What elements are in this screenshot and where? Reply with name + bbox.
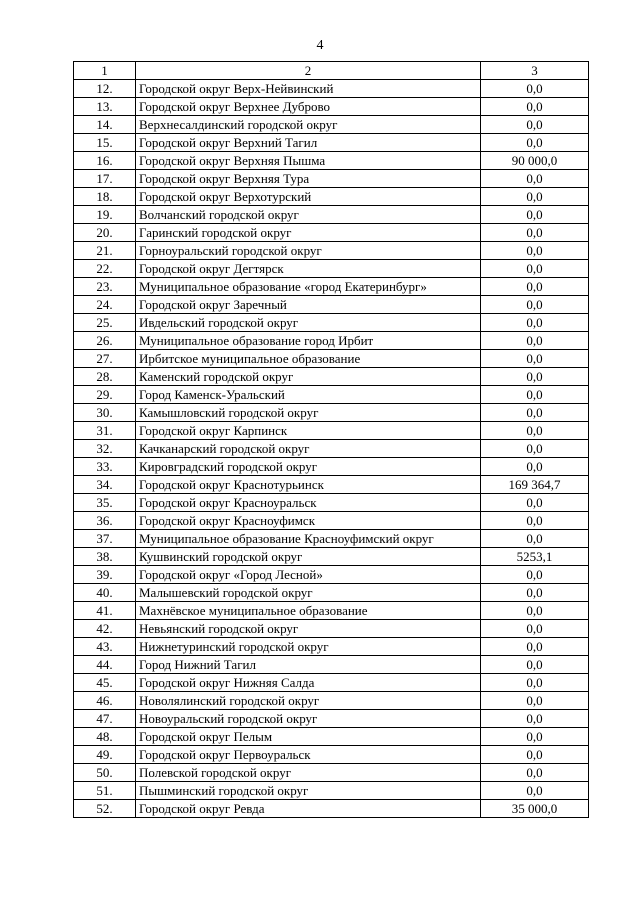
amount-cell: 0,0 bbox=[481, 746, 589, 764]
row-number-cell: 35. bbox=[74, 494, 136, 512]
row-number-cell: 14. bbox=[74, 116, 136, 134]
municipality-name-cell: Городской округ Нижняя Салда bbox=[136, 674, 481, 692]
municipality-name-cell: Полевской городской округ bbox=[136, 764, 481, 782]
table-row bbox=[74, 566, 589, 584]
amount-cell: 0,0 bbox=[481, 620, 589, 638]
amount-cell: 0,0 bbox=[481, 530, 589, 548]
municipality-name-cell: Махнёвское муниципальное образование bbox=[136, 602, 481, 620]
row-number-cell: 16. bbox=[74, 152, 136, 170]
header-cell-number: 1 bbox=[74, 62, 136, 80]
row-number-cell: 13. bbox=[74, 98, 136, 116]
table-row bbox=[74, 242, 589, 260]
table-row bbox=[74, 800, 589, 818]
table-row bbox=[74, 638, 589, 656]
row-number-cell: 25. bbox=[74, 314, 136, 332]
table-row bbox=[74, 458, 589, 476]
amount-cell: 0,0 bbox=[481, 278, 589, 296]
amount-cell: 0,0 bbox=[481, 674, 589, 692]
table-row bbox=[74, 386, 589, 404]
municipality-name-cell: Городской округ Карпинск bbox=[136, 422, 481, 440]
amount-cell: 0,0 bbox=[481, 368, 589, 386]
page-number: 4 bbox=[316, 38, 324, 53]
municipality-name-cell: Ивдельский городской округ bbox=[136, 314, 481, 332]
municipality-name-cell: Нижнетуринский городской округ bbox=[136, 638, 481, 656]
row-number-cell: 41. bbox=[74, 602, 136, 620]
row-number-cell: 20. bbox=[74, 224, 136, 242]
table-row bbox=[74, 332, 589, 350]
table-row bbox=[74, 620, 589, 638]
header-cell-name: 2 bbox=[136, 62, 481, 80]
row-number-cell: 37. bbox=[74, 530, 136, 548]
row-number-cell: 50. bbox=[74, 764, 136, 782]
row-number-cell: 22. bbox=[74, 260, 136, 278]
table-body bbox=[74, 62, 589, 818]
table-header-row bbox=[74, 62, 589, 80]
table-row bbox=[74, 296, 589, 314]
table-row bbox=[74, 710, 589, 728]
municipality-name-cell: Городской округ Первоуральск bbox=[136, 746, 481, 764]
municipality-name-cell: Горноуральский городской округ bbox=[136, 242, 481, 260]
table-row bbox=[74, 188, 589, 206]
municipality-name-cell: Новоуральский городской округ bbox=[136, 710, 481, 728]
table-row bbox=[74, 548, 589, 566]
municipality-name-cell: Ирбитское муниципальное образование bbox=[136, 350, 481, 368]
municipality-name-cell: Город Нижний Тагил bbox=[136, 656, 481, 674]
table-row bbox=[74, 314, 589, 332]
municipality-name-cell: Верхнесалдинский городской округ bbox=[136, 116, 481, 134]
table-row bbox=[74, 98, 589, 116]
municipality-name-cell: Пышминский городской округ bbox=[136, 782, 481, 800]
municipality-name-cell: Муниципальное образование Красноуфимский округ bbox=[136, 530, 481, 548]
amount-cell: 0,0 bbox=[481, 782, 589, 800]
row-number-cell: 32. bbox=[74, 440, 136, 458]
municipality-name-cell: Муниципальное образование «город Екатеринбург» bbox=[136, 278, 481, 296]
municipality-name-cell: Городской округ Красноуральск bbox=[136, 494, 481, 512]
municipality-name-cell: Кировградский городской округ bbox=[136, 458, 481, 476]
row-number-cell: 52. bbox=[74, 800, 136, 818]
municipality-name-cell: Город Каменск-Уральский bbox=[136, 386, 481, 404]
row-number-cell: 51. bbox=[74, 782, 136, 800]
header-cell-value: 3 bbox=[481, 62, 589, 80]
row-number-cell: 36. bbox=[74, 512, 136, 530]
table-row bbox=[74, 746, 589, 764]
amount-cell: 0,0 bbox=[481, 98, 589, 116]
amount-cell: 0,0 bbox=[481, 656, 589, 674]
row-number-cell: 23. bbox=[74, 278, 136, 296]
table-row bbox=[74, 782, 589, 800]
row-number-cell: 46. bbox=[74, 692, 136, 710]
amount-cell: 0,0 bbox=[481, 116, 589, 134]
row-number-cell: 21. bbox=[74, 242, 136, 260]
municipality-name-cell: Городской округ Краснотурьинск bbox=[136, 476, 481, 494]
table-row bbox=[74, 134, 589, 152]
row-number-cell: 28. bbox=[74, 368, 136, 386]
amount-cell: 0,0 bbox=[481, 566, 589, 584]
table-row bbox=[74, 602, 589, 620]
amount-cell: 0,0 bbox=[481, 404, 589, 422]
table-row bbox=[74, 512, 589, 530]
municipality-name-cell: Городской округ Красноуфимск bbox=[136, 512, 481, 530]
row-number-cell: 17. bbox=[74, 170, 136, 188]
row-number-cell: 49. bbox=[74, 746, 136, 764]
row-number-cell: 48. bbox=[74, 728, 136, 746]
row-number-cell: 31. bbox=[74, 422, 136, 440]
municipality-name-cell: Городской округ Верх-Нейвинский bbox=[136, 80, 481, 98]
row-number-cell: 47. bbox=[74, 710, 136, 728]
municipality-name-cell: Городской округ Верхнее Дуброво bbox=[136, 98, 481, 116]
table-row bbox=[74, 584, 589, 602]
table-row bbox=[74, 476, 589, 494]
table-row bbox=[74, 116, 589, 134]
table-row bbox=[74, 80, 589, 98]
municipality-name-cell: Муниципальное образование город Ирбит bbox=[136, 332, 481, 350]
municipality-name-cell: Городской округ Ревда bbox=[136, 800, 481, 818]
amount-cell: 5253,1 bbox=[481, 548, 589, 566]
amount-cell: 0,0 bbox=[481, 710, 589, 728]
row-number-cell: 12. bbox=[74, 80, 136, 98]
row-number-cell: 44. bbox=[74, 656, 136, 674]
amount-cell: 0,0 bbox=[481, 170, 589, 188]
municipality-name-cell: Каменский городской округ bbox=[136, 368, 481, 386]
table-row bbox=[74, 530, 589, 548]
amount-cell: 0,0 bbox=[481, 512, 589, 530]
amount-cell: 0,0 bbox=[481, 458, 589, 476]
row-number-cell: 42. bbox=[74, 620, 136, 638]
row-number-cell: 40. bbox=[74, 584, 136, 602]
allocation-table bbox=[73, 61, 589, 818]
amount-cell: 35 000,0 bbox=[481, 800, 589, 818]
municipality-name-cell: Малышевский городской округ bbox=[136, 584, 481, 602]
amount-cell: 0,0 bbox=[481, 224, 589, 242]
amount-cell: 0,0 bbox=[481, 206, 589, 224]
table-row bbox=[74, 494, 589, 512]
row-number-cell: 29. bbox=[74, 386, 136, 404]
amount-cell: 0,0 bbox=[481, 260, 589, 278]
amount-cell: 0,0 bbox=[481, 602, 589, 620]
table-row bbox=[74, 422, 589, 440]
row-number-cell: 38. bbox=[74, 548, 136, 566]
amount-cell: 0,0 bbox=[481, 728, 589, 746]
table-row bbox=[74, 368, 589, 386]
municipality-name-cell: Кушвинский городской округ bbox=[136, 548, 481, 566]
row-number-cell: 18. bbox=[74, 188, 136, 206]
amount-cell: 0,0 bbox=[481, 422, 589, 440]
row-number-cell: 19. bbox=[74, 206, 136, 224]
table-row bbox=[74, 224, 589, 242]
amount-cell: 0,0 bbox=[481, 332, 589, 350]
amount-cell: 0,0 bbox=[481, 314, 589, 332]
amount-cell: 0,0 bbox=[481, 638, 589, 656]
row-number-cell: 39. bbox=[74, 566, 136, 584]
amount-cell: 0,0 bbox=[481, 494, 589, 512]
amount-cell: 0,0 bbox=[481, 386, 589, 404]
table-row bbox=[74, 350, 589, 368]
municipality-name-cell: Городской округ Пелым bbox=[136, 728, 481, 746]
municipality-name-cell: Городской округ Верхний Тагил bbox=[136, 134, 481, 152]
table-row bbox=[74, 170, 589, 188]
municipality-name-cell: Городской округ Заречный bbox=[136, 296, 481, 314]
amount-cell: 0,0 bbox=[481, 80, 589, 98]
table-row bbox=[74, 440, 589, 458]
table-row bbox=[74, 692, 589, 710]
municipality-name-cell: Гаринский городской округ bbox=[136, 224, 481, 242]
table-row bbox=[74, 404, 589, 422]
amount-cell: 0,0 bbox=[481, 764, 589, 782]
row-number-cell: 26. bbox=[74, 332, 136, 350]
municipality-name-cell: Городской округ Верхотурский bbox=[136, 188, 481, 206]
amount-cell: 0,0 bbox=[481, 296, 589, 314]
municipality-name-cell: Городской округ Дегтярск bbox=[136, 260, 481, 278]
amount-cell: 169 364,7 bbox=[481, 476, 589, 494]
municipality-name-cell: Волчанский городской округ bbox=[136, 206, 481, 224]
row-number-cell: 34. bbox=[74, 476, 136, 494]
row-number-cell: 15. bbox=[74, 134, 136, 152]
municipality-name-cell: Городской округ Верхняя Тура bbox=[136, 170, 481, 188]
municipality-name-cell: Камышловский городской округ bbox=[136, 404, 481, 422]
table-row bbox=[74, 674, 589, 692]
amount-cell: 0,0 bbox=[481, 584, 589, 602]
row-number-cell: 30. bbox=[74, 404, 136, 422]
municipality-name-cell: Невьянский городской округ bbox=[136, 620, 481, 638]
municipality-name-cell: Городской округ Верхняя Пышма bbox=[136, 152, 481, 170]
table-row bbox=[74, 152, 589, 170]
row-number-cell: 27. bbox=[74, 350, 136, 368]
amount-cell: 0,0 bbox=[481, 692, 589, 710]
table-row bbox=[74, 656, 589, 674]
table-row bbox=[74, 728, 589, 746]
row-number-cell: 43. bbox=[74, 638, 136, 656]
municipality-name-cell: Городской округ «Город Лесной» bbox=[136, 566, 481, 584]
row-number-cell: 24. bbox=[74, 296, 136, 314]
amount-cell: 90 000,0 bbox=[481, 152, 589, 170]
table-row bbox=[74, 260, 589, 278]
amount-cell: 0,0 bbox=[481, 350, 589, 368]
municipality-name-cell: Качканарский городской округ bbox=[136, 440, 481, 458]
table-row bbox=[74, 278, 589, 296]
row-number-cell: 45. bbox=[74, 674, 136, 692]
amount-cell: 0,0 bbox=[481, 188, 589, 206]
table-row bbox=[74, 206, 589, 224]
amount-cell: 0,0 bbox=[481, 242, 589, 260]
row-number-cell: 33. bbox=[74, 458, 136, 476]
amount-cell: 0,0 bbox=[481, 134, 589, 152]
amount-cell: 0,0 bbox=[481, 440, 589, 458]
municipality-name-cell: Новолялинский городской округ bbox=[136, 692, 481, 710]
table-row bbox=[74, 764, 589, 782]
